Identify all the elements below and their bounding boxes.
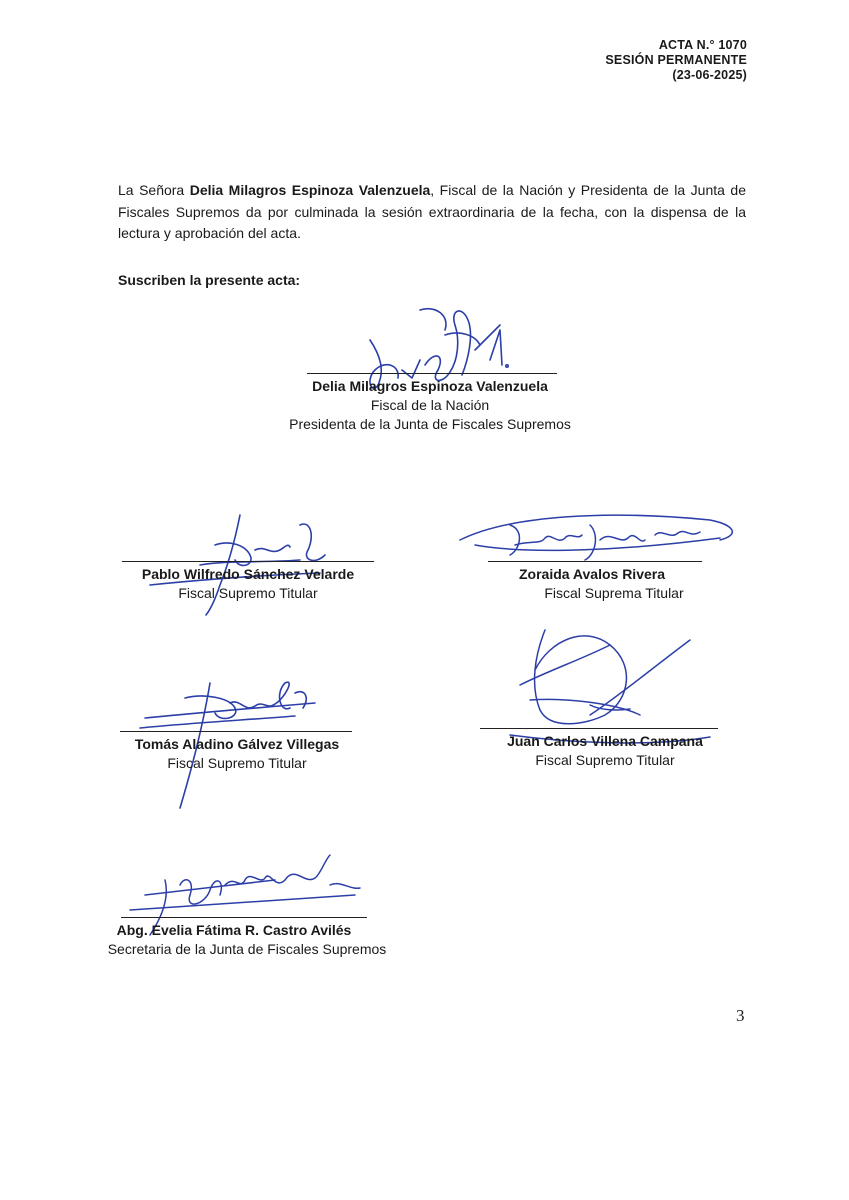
signature-line [307, 373, 557, 374]
signatory-name: Abg. Evelia Fátima R. Castro Avilés [116, 922, 352, 938]
signature-block-president [280, 373, 580, 434]
signatory-role: Secretaria de la Junta de Fiscales Supremos [107, 941, 387, 957]
subscribe-heading: Suscriben la presente acta: [118, 272, 301, 288]
signature-line [488, 561, 702, 562]
signatory-role-secondary: Presidenta de la Junta de Fiscales Supremos [289, 416, 571, 432]
signature-line [480, 728, 718, 729]
signature-block-castro [100, 917, 410, 959]
signatory-role: Fiscal de la Nación [370, 397, 490, 413]
signatory-name: Tomás Aladino Gálvez Villegas [134, 736, 340, 752]
signatory-role: Fiscal Suprema Titular [544, 585, 684, 601]
signature-line [122, 561, 374, 562]
signatory-role: Fiscal Supremo Titular [178, 585, 318, 601]
signature-avalos [450, 500, 750, 570]
signature-block-galvez [118, 731, 356, 773]
signature-block-avalos [484, 561, 744, 603]
session-type: SESIÓN PERMANENTE [605, 53, 747, 67]
para-prefix: La Señora [118, 182, 190, 198]
acta-number: ACTA N.° 1070 [658, 38, 747, 52]
signature-line [120, 731, 352, 732]
signatory-name: Delia Milagros Espinoza Valenzuela [312, 378, 548, 394]
para-president-name: Delia Milagros Espinoza Valenzuela [189, 182, 431, 198]
signature-block-sanchez [120, 561, 376, 603]
signature-block-villena [480, 728, 730, 770]
signatory-name: Pablo Wilfredo Sánchez Velarde [141, 566, 355, 582]
document-header [605, 38, 747, 83]
signatory-role: Fiscal Supremo Titular [535, 752, 675, 768]
closing-paragraph [118, 180, 746, 245]
session-date: (23-06-2025) [672, 68, 747, 82]
signatory-name: Juan Carlos Villena Campana [507, 733, 703, 749]
para-rest: , Fiscal de la Nación y Presidenta de la Junta de Fiscales Supremos da por culminada la sesión extraordinaria de la fecha, con la dispensa de la lectura y aprobación del acta. [118, 182, 746, 241]
signature-line [121, 917, 367, 918]
signatory-name: Zoraida Avalos Rivera [518, 566, 666, 582]
page-number: 3 [736, 1006, 745, 1025]
signatory-role: Fiscal Supremo Titular [167, 755, 307, 771]
